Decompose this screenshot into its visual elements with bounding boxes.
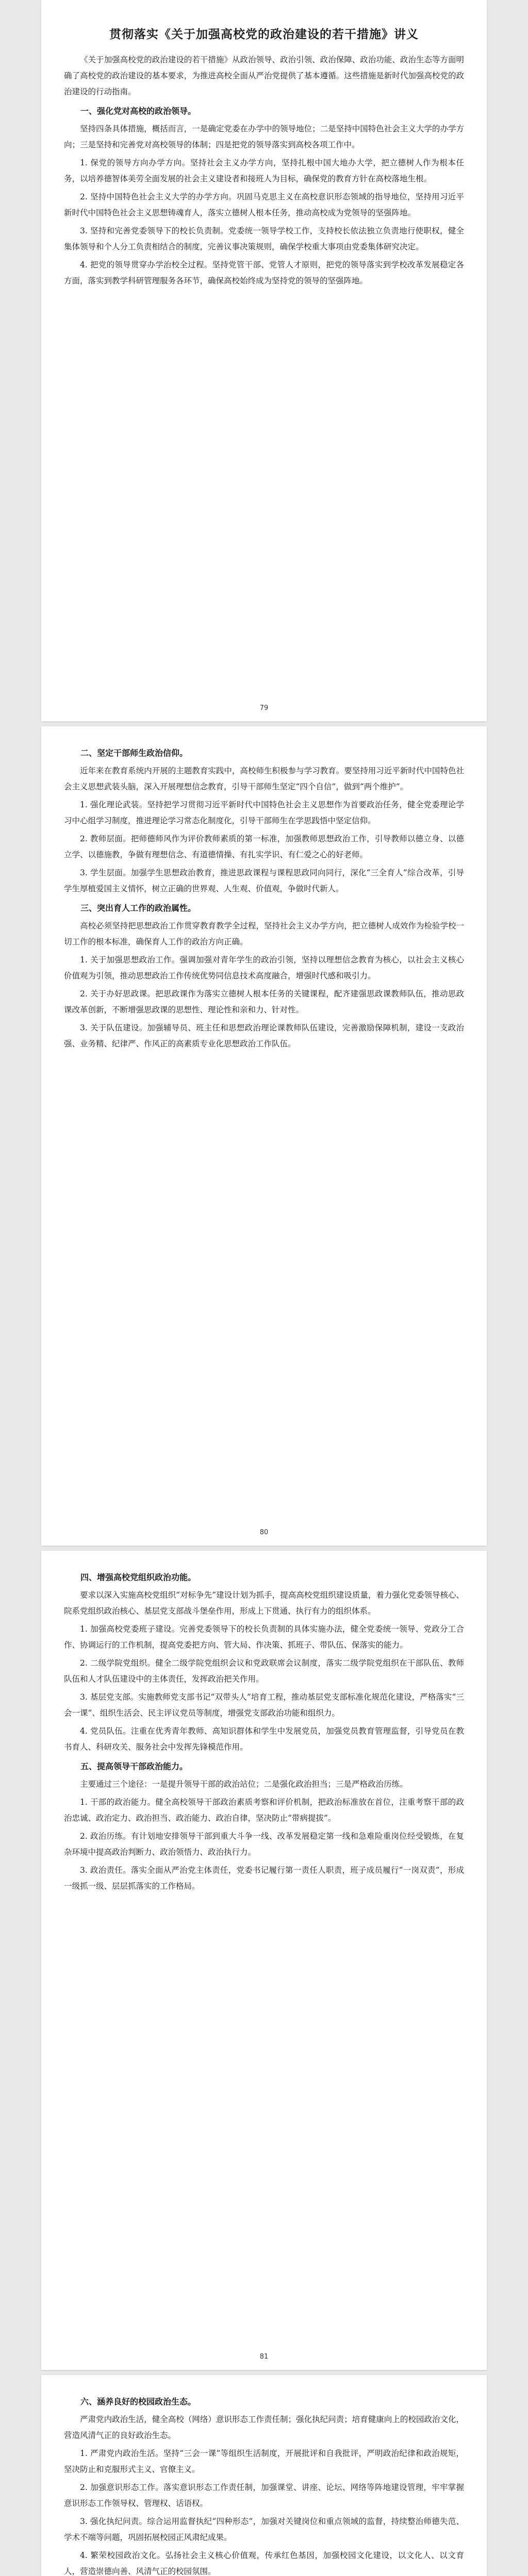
paragraph: 2. 加强意识形态工作。落实意识形态工作责任制，加强课堂、讲座、论坛、网络等阵地建设管理，牢牢掌握意识形态工作领导权、管理权、话语权。 (64, 2483, 464, 2508)
paragraph: 高校必须坚持把思想政治工作贯穿教育教学全过程，坚持社会主义办学方向，把立德树人成效作为检验学校一切工作的根本标准，确保育人工作的政治方向正确。 (64, 921, 464, 946)
paragraph: 2. 政治历练。有计划地安排领导干部到重大斗争一线、改革发展稳定第一线和急难险重岗位经受锻炼，在复杂环境中提高政治判断力、政治领悟力、政治执行力。 (64, 1832, 464, 1857)
paragraph: 3. 基层党支部。实施教师党支部书记“双带头人”培育工程，推动基层党支部标准化规范化建设，严格落实“三会一课”、组织生活会、民主评议党员等制度，增强党支部政治功能和组织力。 (64, 1692, 464, 1718)
document-title: 贯彻落实《关于加强高校党的政治建设的若干措施》讲义 (109, 27, 419, 41)
document-page-4 (41, 2375, 487, 2576)
page-number: 80 (259, 1529, 269, 1536)
paragraph: 4. 繁荣校园政治文化。弘扬社会主义核心价值观，传承红色基因，加强校园文化建设，以文化人、以文育人，营造崇德向善、风清气正的校园氛围。 (64, 2551, 464, 2576)
page-number: 79 (259, 704, 269, 712)
paragraph: 严肃党内政治生活，健全高校（网络）意识形态工作责任制；强化执纪问责；培育健康向上的校园政治文化，营造风清气正的良好政治生态。 (64, 2415, 464, 2440)
paragraph: 3. 关于队伍建设。加强辅导员、班主任和思想政治理论课教师队伍建设，完善激励保障机制，建设一支政治强、业务精、纪律严、作风正的高素质专业化思想政治工作队伍。 (64, 1023, 464, 1048)
paragraph: 1. 加强高校党委班子建设。完善党委领导下的校长负责制的具体实施办法，健全党委统一领导、党政分工合作、协调运行的工作机制，提高党委把方向、管大局、作决策、抓班子、带队伍、保落实的能力。 (64, 1624, 464, 1650)
page-number: 81 (259, 2353, 269, 2361)
paragraph: 要求以深入实施高校党组织“对标争先”建设计划为抓手，提高高校党组织建设质量，着力强化党委领导核心、院系党组织政治核心、基层党支部战斗堡垒作用，形成上下贯通、执行有力的组织体系。 (64, 1590, 464, 1616)
intro-paragraph: 《关于加强高校党的政治建设的若干措施》从政治领导、政治引领、政治保障、政治功能、政治生态等方面明确了高校党的政治建设的基本要求，为推进高校全面从严治党提供了基本遵循。这些措施是新时代加强高校党的政治建设的行动指南。 (64, 55, 464, 96)
paragraph: 2. 二级学院党组织。健全二级学院党组织会议和党政联席会议制度，落实二级学院党组织在干部队伍、教师队伍和人才队伍建设中的主体责任，发挥政治把关作用。 (64, 1658, 464, 1684)
paragraph: 1. 强化理论武装。坚持把学习贯彻习近平新时代中国特色社会主义思想作为首要政治任务，健全党委理论学习中心组学习制度，推进理论学习常态化制度化，引导干部师生在学思践悟中坚定信仰。 (64, 800, 464, 825)
paragraph: 3. 学生层面。加强学生思想政治教育，推进思政课程与课程思政同向同行，深化“三全育人”综合改革，引导学生厚植爱国主义情怀，树立正确的世界观、人生观、价值观，争做时代新人。 (64, 868, 464, 893)
section-heading-1: 一、强化党对高校的政治领导。 (80, 106, 196, 116)
paragraph: 2. 关于办好思政课。把思政课作为落实立德树人根本任务的关键课程，配齐建强思政课教师队伍，推动思政课改革创新，不断增强思政课的思想性、理论性和亲和力、针对性。 (64, 989, 464, 1014)
section-heading-5: 五、提高领导干部政治能力。 (80, 1761, 188, 1771)
paragraph: 1. 保党的领导方向办学方向。坚持社会主义办学方向，坚持扎根中国大地办大学，把立德树人作为根本任务，以培养德智体美劳全面发展的社会主义建设者和接班人为目标，确保党的教育方针在高校落地生根。 (64, 158, 464, 183)
section-heading-4: 四、增强高校党组织政治功能。 (80, 1572, 196, 1582)
section-heading-3: 三、突出育人工作的政治属性。 (80, 903, 196, 913)
document-page-2 (41, 726, 487, 1546)
paragraph: 3. 坚持和完善党委领导下的校长负责制。党委统一领导学校工作，支持校长依法独立负责地行使职权，健全集体领导和个人分工负责相结合的制度，完善议事决策规则，确保学校重大事项由党委集体研究决定。 (64, 226, 464, 251)
paragraph: 3. 政治责任。落实全面从严治党主体责任，党委书记履行第一责任人职责，班子成员履行“一岗双责”，形成一级抓一级、层层抓落实的工作格局。 (64, 1866, 464, 1891)
paragraph: 主要通过三个途径：一是提升领导干部的政治站位；二是强化政治担当；三是严格政治历练。 (80, 1780, 408, 1789)
paragraph: 坚持四条具体措施，概括而言，一是确定党委在办学中的领导地位；二是坚持中国特色社会主义大学的办学方向；三是坚持和完善党对高校领导的体制；四是把党的领导落实到高校各项工作中。 (64, 124, 464, 149)
section-heading-6: 六、涵养良好的校园政治生态。 (80, 2397, 196, 2406)
paragraph: 1. 严肃党内政治生活。坚持“三会一课”等组织生活制度，开展批评和自我批评，严明政治纪律和政治规矩，坚决防止和克服形式主义、官僚主义。 (64, 2449, 464, 2474)
document-page-3 (41, 1551, 487, 2370)
paragraph: 近年来在教育系统内开展的主题教育实践中，高校师生积极参与学习教育。要坚持用习近平新时代中国特色社会主义思想武装头脑，深入开展理想信念教育，引导干部师生坚定“四个自信”，做到“两个维护”。 (64, 766, 464, 791)
paragraph: 2. 坚持中国特色社会主义大学的办学方向。巩固马克思主义在高校意识形态领域的指导地位，坚持用习近平新时代中国特色社会主义思想铸魂育人，落实立德树人根本任务，推动高校成为党领导的坚强阵地。 (64, 192, 464, 217)
paragraph: 4. 党员队伍。注重在优秀青年教师、高知识群体和学生中发展党员，加强党员教育管理监督，引导党员在教书育人、科研攻关、服务社会中发挥先锋模范作用。 (64, 1726, 464, 1752)
paragraph: 3. 强化执纪问责。综合运用监督执纪“四种形态”，加强对关键岗位和重点领域的监督，持续整治师德失范、学术不端等问题，巩固拓展校园正风肃纪成果。 (64, 2517, 464, 2542)
paragraph: 1. 干部的政治能力。健全高校领导干部政治素质考察和评价机制，把政治标准放在首位，注重考察干部的政治忠诚、政治定力、政治担当、政治能力、政治自律，坚决防止“带病提拔”。 (64, 1798, 464, 1823)
paragraph: 1. 关于加强思想政治工作。强调加强对青年学生的政治引领，坚持以理想信念教育为核心，以社会主义核心价值观为引领，推动思想政治工作传统优势同信息技术高度融合，增强时代感和吸引力。 (64, 955, 464, 980)
document-page-1 (41, 0, 487, 721)
section-heading-2: 二、坚定干部师生政治信仰。 (80, 748, 188, 758)
paragraph: 2. 教师层面。把师德师风作为评价教师素质的第一标准，加强教师思想政治工作，引导教师以德立身、以德立学、以德施教，争做有理想信念、有道德情操、有扎实学识、有仁爱之心的好老师。 (64, 834, 464, 859)
paragraph: 4. 把党的领导贯穿办学治校全过程。坚持党管干部、党管人才原则，把党的领导落实到学校改革发展稳定各方面，落实到教学科研管理服务各环节，确保高校始终成为坚持党的领导的坚强阵地。 (64, 260, 464, 285)
